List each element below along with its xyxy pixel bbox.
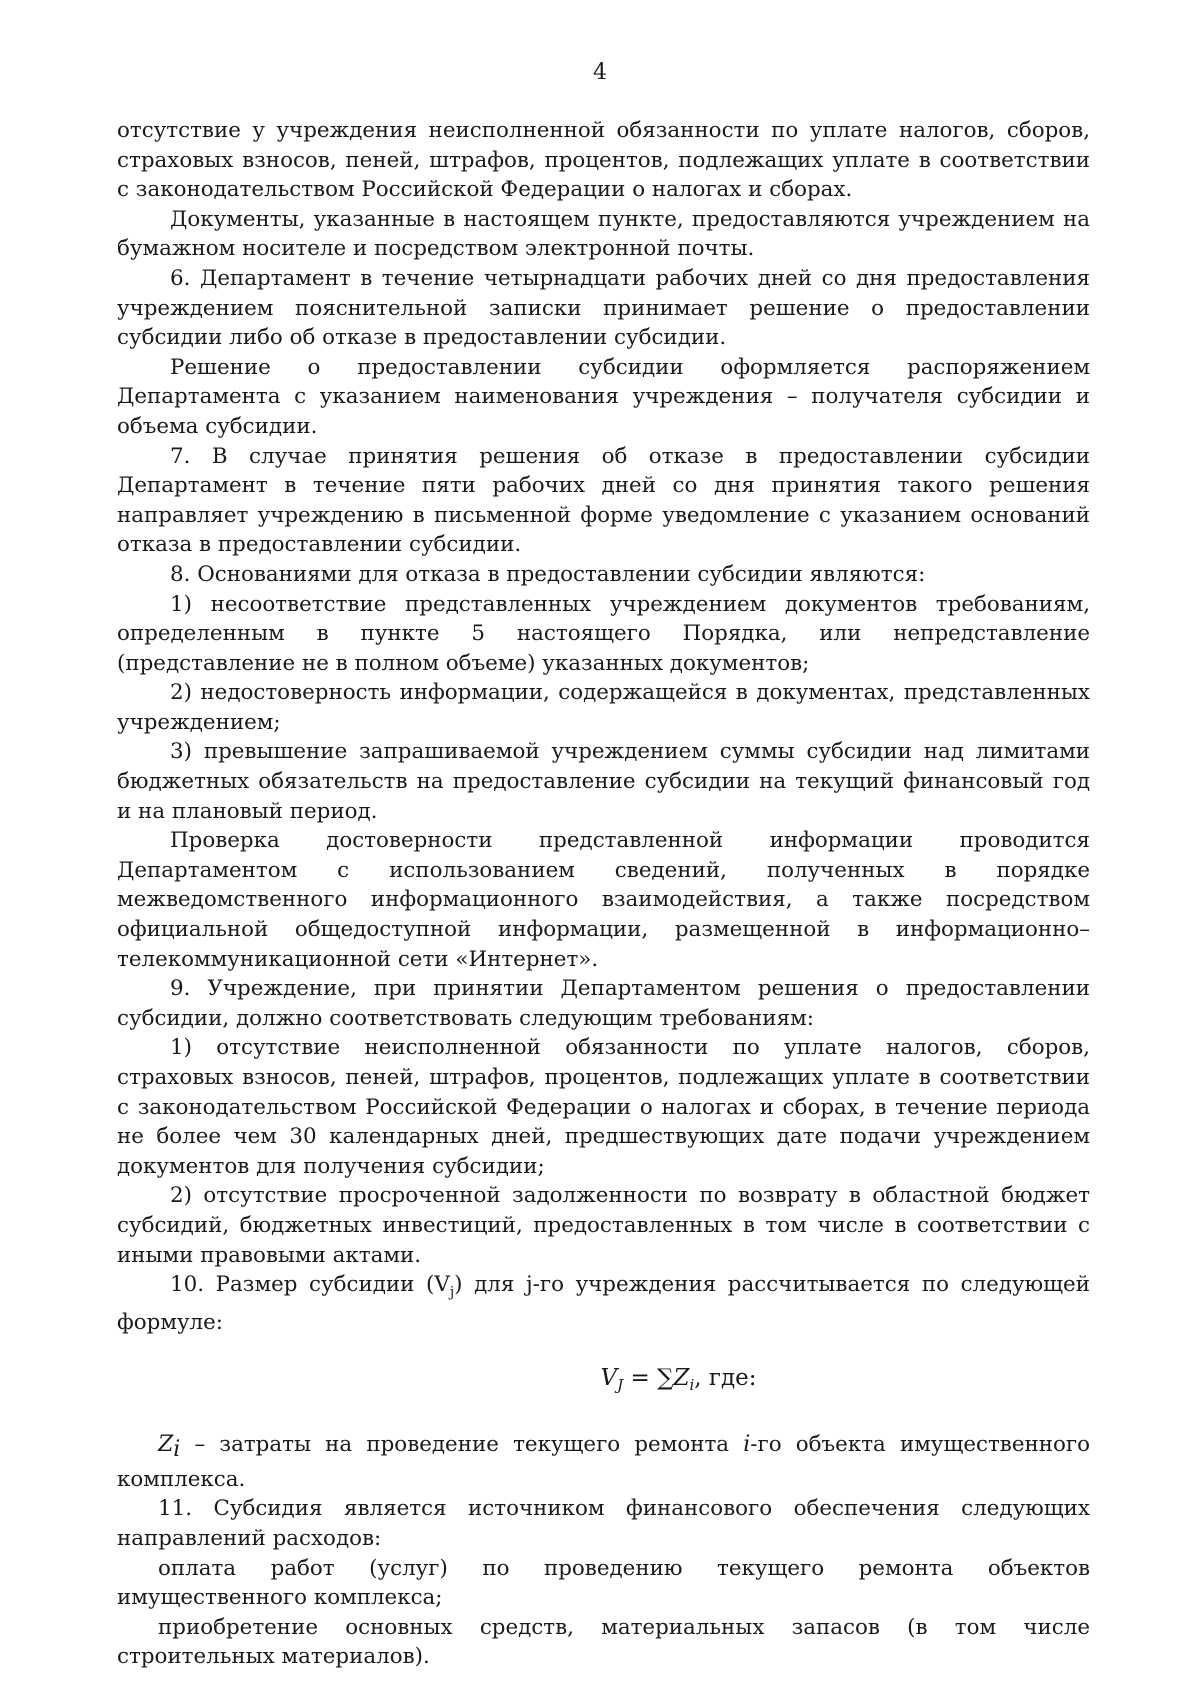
- paragraph-item-9-2: 2) отсутствие просроченной задолженности по возврату в областной бюджет субсидий, бюджетных инвестиций, предоставленных в том числе в соответствии с иными правовыми актами.: [117, 1183, 1090, 1268]
- paragraph-decision-order: Решение о предоставлении субсидии оформляется распоряжением Департамента с указанием наименования учреждения – получателя субсидии и объема субсидии.: [117, 354, 1090, 439]
- formula-z-subscript: i: [689, 1375, 695, 1394]
- definition-text-end: -го объекта имущественного комплекса.: [117, 1432, 1090, 1492]
- paragraph-item-7: 7. В случае принятия решения об отказе в предоставлении субсидии Департамент в течение пяти рабочих дней со дня принятия такого решения направляет учреждению в письменной форме уведомление с указанием оснований отказа в предоставлении субсидии.: [117, 443, 1090, 558]
- definition-variable: Z: [158, 1432, 174, 1458]
- formula-lhs: V: [600, 1364, 618, 1391]
- formula-equals: =: [623, 1364, 658, 1391]
- paragraph-verification: Проверка достоверности представленной информации проводится Департаментом с использованием сведений, полученных в порядке межведомственного информационного взаимодействия, а также посредством официальной общедоступной информации, размещенной в информационно–телекоммуникационной сети «Интернет».: [117, 828, 1090, 972]
- formula-z: Z: [673, 1364, 690, 1391]
- paragraph-item-8: 8. Основаниями для отказа в предоставлении субсидии являются:: [170, 561, 926, 587]
- item-10-subscript: j: [449, 1284, 455, 1301]
- definition-variable-subscript: i: [173, 1437, 181, 1463]
- paragraph-item-6: 6. Департамент в течение четырнадцати рабочих дней со дня предоставления учреждением пояснительной записки принимает решение о предоставлении субсидии либо об отказе в предоставлении субсидии.: [117, 265, 1090, 351]
- paragraph-documents-submission: Документы, указанные в настоящем пункте, предоставляются учреждением на бумажном носителе и посредством электронной почты.: [117, 206, 1090, 262]
- formula-sum-sign: ∑: [657, 1364, 674, 1391]
- paragraph-item-8-2: 2) недостоверность информации, содержащейся в документах, представленных учреждением;: [117, 680, 1090, 735]
- item-10-text-end: ) для j-го учреждения рассчитывается по следующей формуле:: [117, 1272, 1090, 1336]
- paragraph-item-10: [117, 1270, 1090, 1337]
- paragraph-item-8-3: 3) превышение запрашиваемой учреждением суммы субсидии над лимитами бюджетных обязательств на предоставление субсидии на текущий финансовый год и на плановый период.: [117, 739, 1090, 824]
- definition-text-start: – затраты на проведение текущего ремонта: [180, 1432, 744, 1458]
- definition-index: i: [743, 1432, 751, 1458]
- paragraph-expense-assets: приобретение основных средств, материальных запасов (в том числе строительных материалов).: [117, 1614, 1090, 1670]
- formula-lhs-subscript: J: [617, 1375, 624, 1394]
- document-body: [117, 116, 1090, 1672]
- paragraph-item-9-1: 1) отсутствие неисполненной обязанности по уплате налогов, сборов, страховых взносов, пеней, штрафов, процентов, подлежащих уплате в соответствии с законодательством Российской Федерации о налогах и сборах, в течение периода не более чем 30 календарных дней, предшествующих дате подачи учреждением документов для получения субсидии;: [117, 1035, 1090, 1179]
- page-number: 4: [593, 60, 607, 85]
- formula-tail: , где:: [694, 1364, 757, 1391]
- item-10-text-start: 10. Размер субсидии (V: [170, 1272, 450, 1298]
- paragraph-item-11: 11. Субсидия является источником финансового обеспечения следующих направлений расходов:: [117, 1496, 1090, 1551]
- paragraph-expense-repair: оплата работ (услуг) по проведению текущего ремонта объектов имущественного комплекса;: [117, 1555, 1090, 1611]
- paragraph-item-9: 9. Учреждение, при принятии Департаментом решения о предоставлении субсидии, должно соответствовать следующим требованиям:: [117, 976, 1090, 1031]
- paragraph-tax-obligations: отсутствие у учреждения неисполненной обязанности по уплате налогов, сборов, страховых взносов, пеней, штрафов, процентов, подлежащих уплате в соответствии с законодательством Российской Федерации о налогах и сборах.: [117, 118, 1090, 203]
- subsidy-formula: [117, 1364, 1090, 1401]
- paragraph-item-8-1: 1) несоответствие представленных учреждением документов требованиям, определенным в пункте 5 настоящего Порядка, или непредставление (представление не в полном объеме) указанных документов;: [117, 591, 1090, 676]
- formula-variable-definition: [117, 1430, 1090, 1494]
